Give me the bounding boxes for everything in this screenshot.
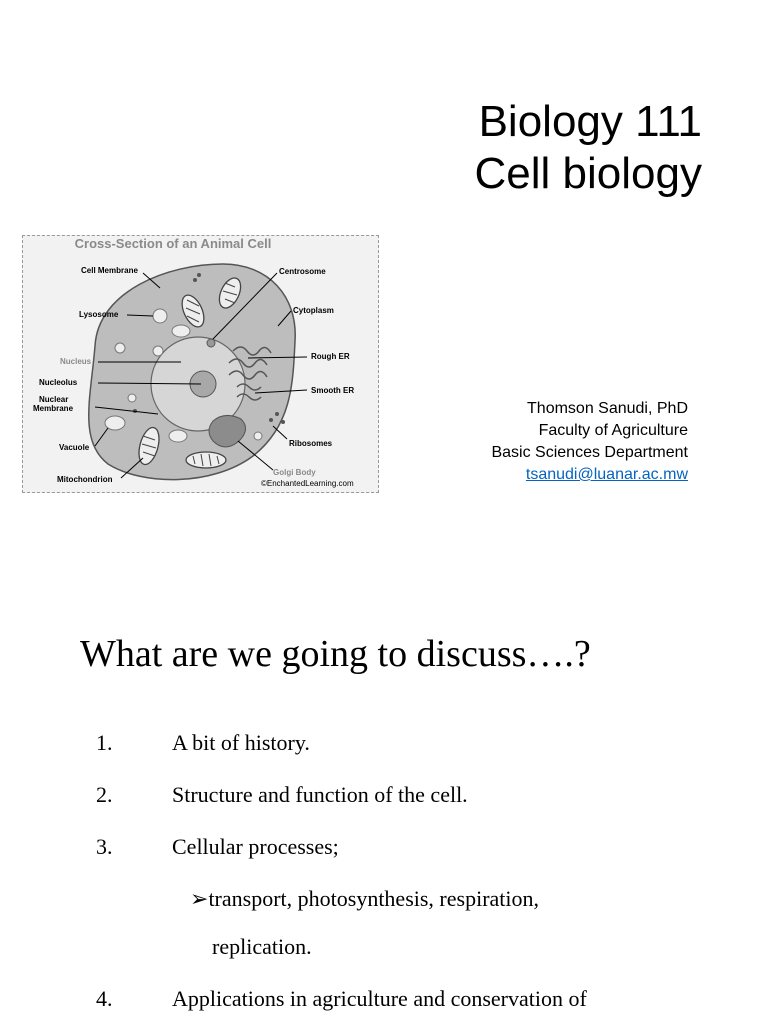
list-item-number: 1.	[96, 730, 113, 755]
centrosome	[207, 339, 215, 347]
author-name: Thomson Sanudi, PhD	[527, 400, 688, 417]
label-rough-er: Rough ER	[311, 352, 350, 361]
author-info	[491, 398, 688, 486]
diagram-credit: ©EnchantedLearning.com	[261, 479, 354, 488]
animal-cell-diagram	[22, 235, 379, 493]
lysosome	[153, 309, 167, 323]
label-nucleus: Nucleus	[60, 357, 92, 366]
label-vacuole: Vacuole	[59, 443, 90, 452]
label-nucleolus: Nucleolus	[39, 378, 78, 387]
list-item-text: Cellular processes;	[172, 834, 339, 859]
title-line-1: Biology 111	[478, 97, 702, 146]
list-item-text: A bit of history.	[172, 730, 310, 755]
label-lysosome: Lysosome	[79, 310, 119, 319]
title-line-2: Cell biology	[474, 149, 702, 198]
author-faculty: Faculty of Agriculture	[538, 422, 688, 439]
vacuole	[105, 416, 125, 430]
diagram-title: Cross-Section of an Animal Cell	[74, 236, 272, 251]
author-department: Basic Sciences Department	[491, 444, 688, 461]
label-ribosomes: Ribosomes	[289, 439, 333, 448]
discussion-heading: What are we going to discuss….?	[80, 633, 591, 675]
label-cytoplasm: Cytoplasm	[293, 306, 334, 315]
label-nuclear-membrane-2: Membrane	[33, 404, 74, 413]
label-nuclear-membrane-1: Nuclear	[39, 395, 69, 404]
sub-list-item	[190, 886, 539, 912]
label-golgi-body: Golgi Body	[273, 468, 316, 477]
sub-list-item-continuation: replication.	[212, 934, 312, 959]
label-cell-membrane: Cell Membrane	[81, 266, 138, 275]
list-item-number: 4.	[96, 986, 113, 1011]
mitochondrion-4	[186, 452, 226, 468]
sub-list-item-text: transport, photosynthesis, respiration,	[208, 886, 540, 911]
label-centrosome: Centrosome	[279, 267, 326, 276]
list-item-text: Structure and function of the cell.	[172, 782, 468, 807]
arrow-bullet-icon: ➢	[190, 886, 209, 911]
slide-title	[475, 96, 702, 200]
list-item-text: Applications in agriculture and conservation of	[172, 986, 587, 1011]
author-email-link[interactable]: tsanudi@luanar.ac.mw	[525, 466, 688, 483]
label-smooth-er: Smooth ER	[311, 386, 355, 395]
list-item-number: 2.	[96, 782, 113, 807]
label-mitochondrion: Mitochondrion	[57, 475, 113, 484]
list-item-number: 3.	[96, 834, 113, 859]
